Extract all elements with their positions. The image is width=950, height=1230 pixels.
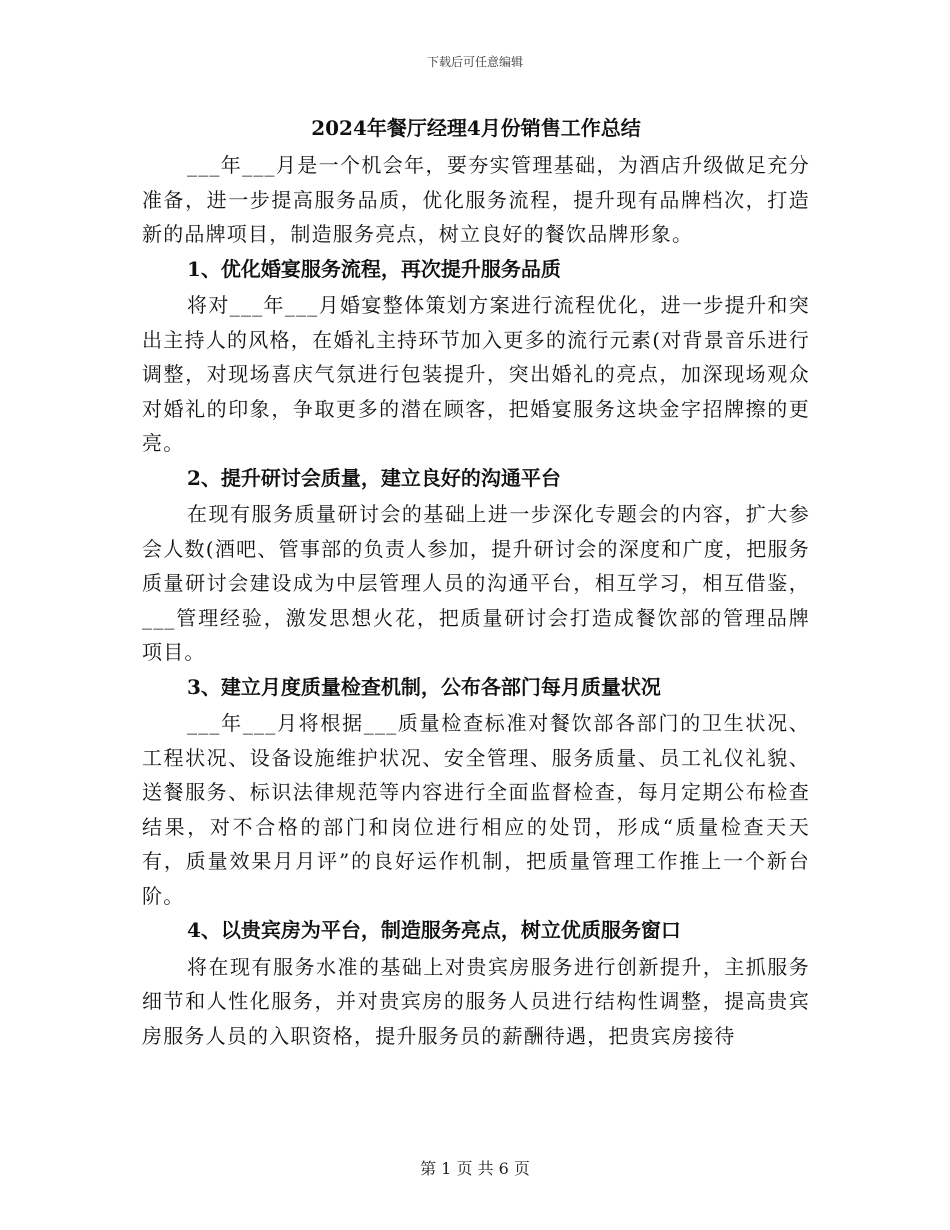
section-body-1: 将对___年___月婚宴整体策划方案进行流程优化，进一步提升和突出主持人的风格，在婚礼主持环节加入更多的流行元素(对背景音乐进行调整，对现场喜庆气氛进行包装提升，突出婚礼的亮点，加深现场观众对婚礼的印象，争取更多的潜在顾客，把婚宴服务这块金字招牌擦的更亮。: [142, 293, 810, 455]
section-heading-4: 4、以贵宾房为平台，制造服务亮点，树立优质服务窗口: [187, 918, 681, 942]
document-title: 2024年餐厅经理4月份销售工作总结: [311, 116, 641, 140]
section-heading-2: 2、提升研讨会质量，建立良好的沟通平台: [187, 465, 561, 490]
header-note: 下载后可任意编辑: [426, 55, 523, 69]
section-body-3: ___年___月将根据___质量检查标准对餐饮部各部门的卫生状况、工程状况、设备设施维护状况、安全管理、服务质量、员工礼仪礼貌、送餐服务、标识法律规范等内容进行全面监督检查，每月定期公布检查结果，对不合格的部门和岗位进行相应的处罚，形成“质量检查天天有，质量效果月月评”的良好运作机制，把质量管理工作推上一个新台阶。: [142, 711, 810, 908]
page-footer: 第 1 页 共 6 页: [420, 1159, 530, 1178]
intro-paragraph: ___年___月是一个机会年，要夯实管理基础，为酒店升级做足充分准备，进一步提高服务品质，优化服务流程，提升现有品牌档次，打造新的品牌项目，制造服务亮点，树立良好的餐饮品牌形象。: [142, 153, 810, 246]
section-body-2: 在现有服务质量研讨会的基础上进一步深化专题会的内容，扩大参会人数(酒吧、管事部的负责人参加，提升研讨会的深度和广度，把服务质量研讨会建设成为中层管理人员的沟通平台，相互学习，相互借鉴，___管理经验，激发思想火花，把质量研讨会打造成餐饮部的管理品牌项目。: [142, 502, 810, 664]
document-body: [142, 108, 810, 1053]
section-heading-1: 1、优化婚宴服务流程，再次提升服务品质: [187, 256, 561, 281]
section-body-4: 将在现有服务水准的基础上对贵宾房服务进行创新提升，主抓服务细节和人性化服务，并对贵宾房的服务人员进行结构性调整，提高贵宾房服务人员的入职资格，提升服务员的薪酬待遇，把贵宾房接待: [142, 954, 810, 1048]
section-heading-3: 3、建立月度质量检查机制，公布各部门每月质量状况: [187, 674, 661, 699]
